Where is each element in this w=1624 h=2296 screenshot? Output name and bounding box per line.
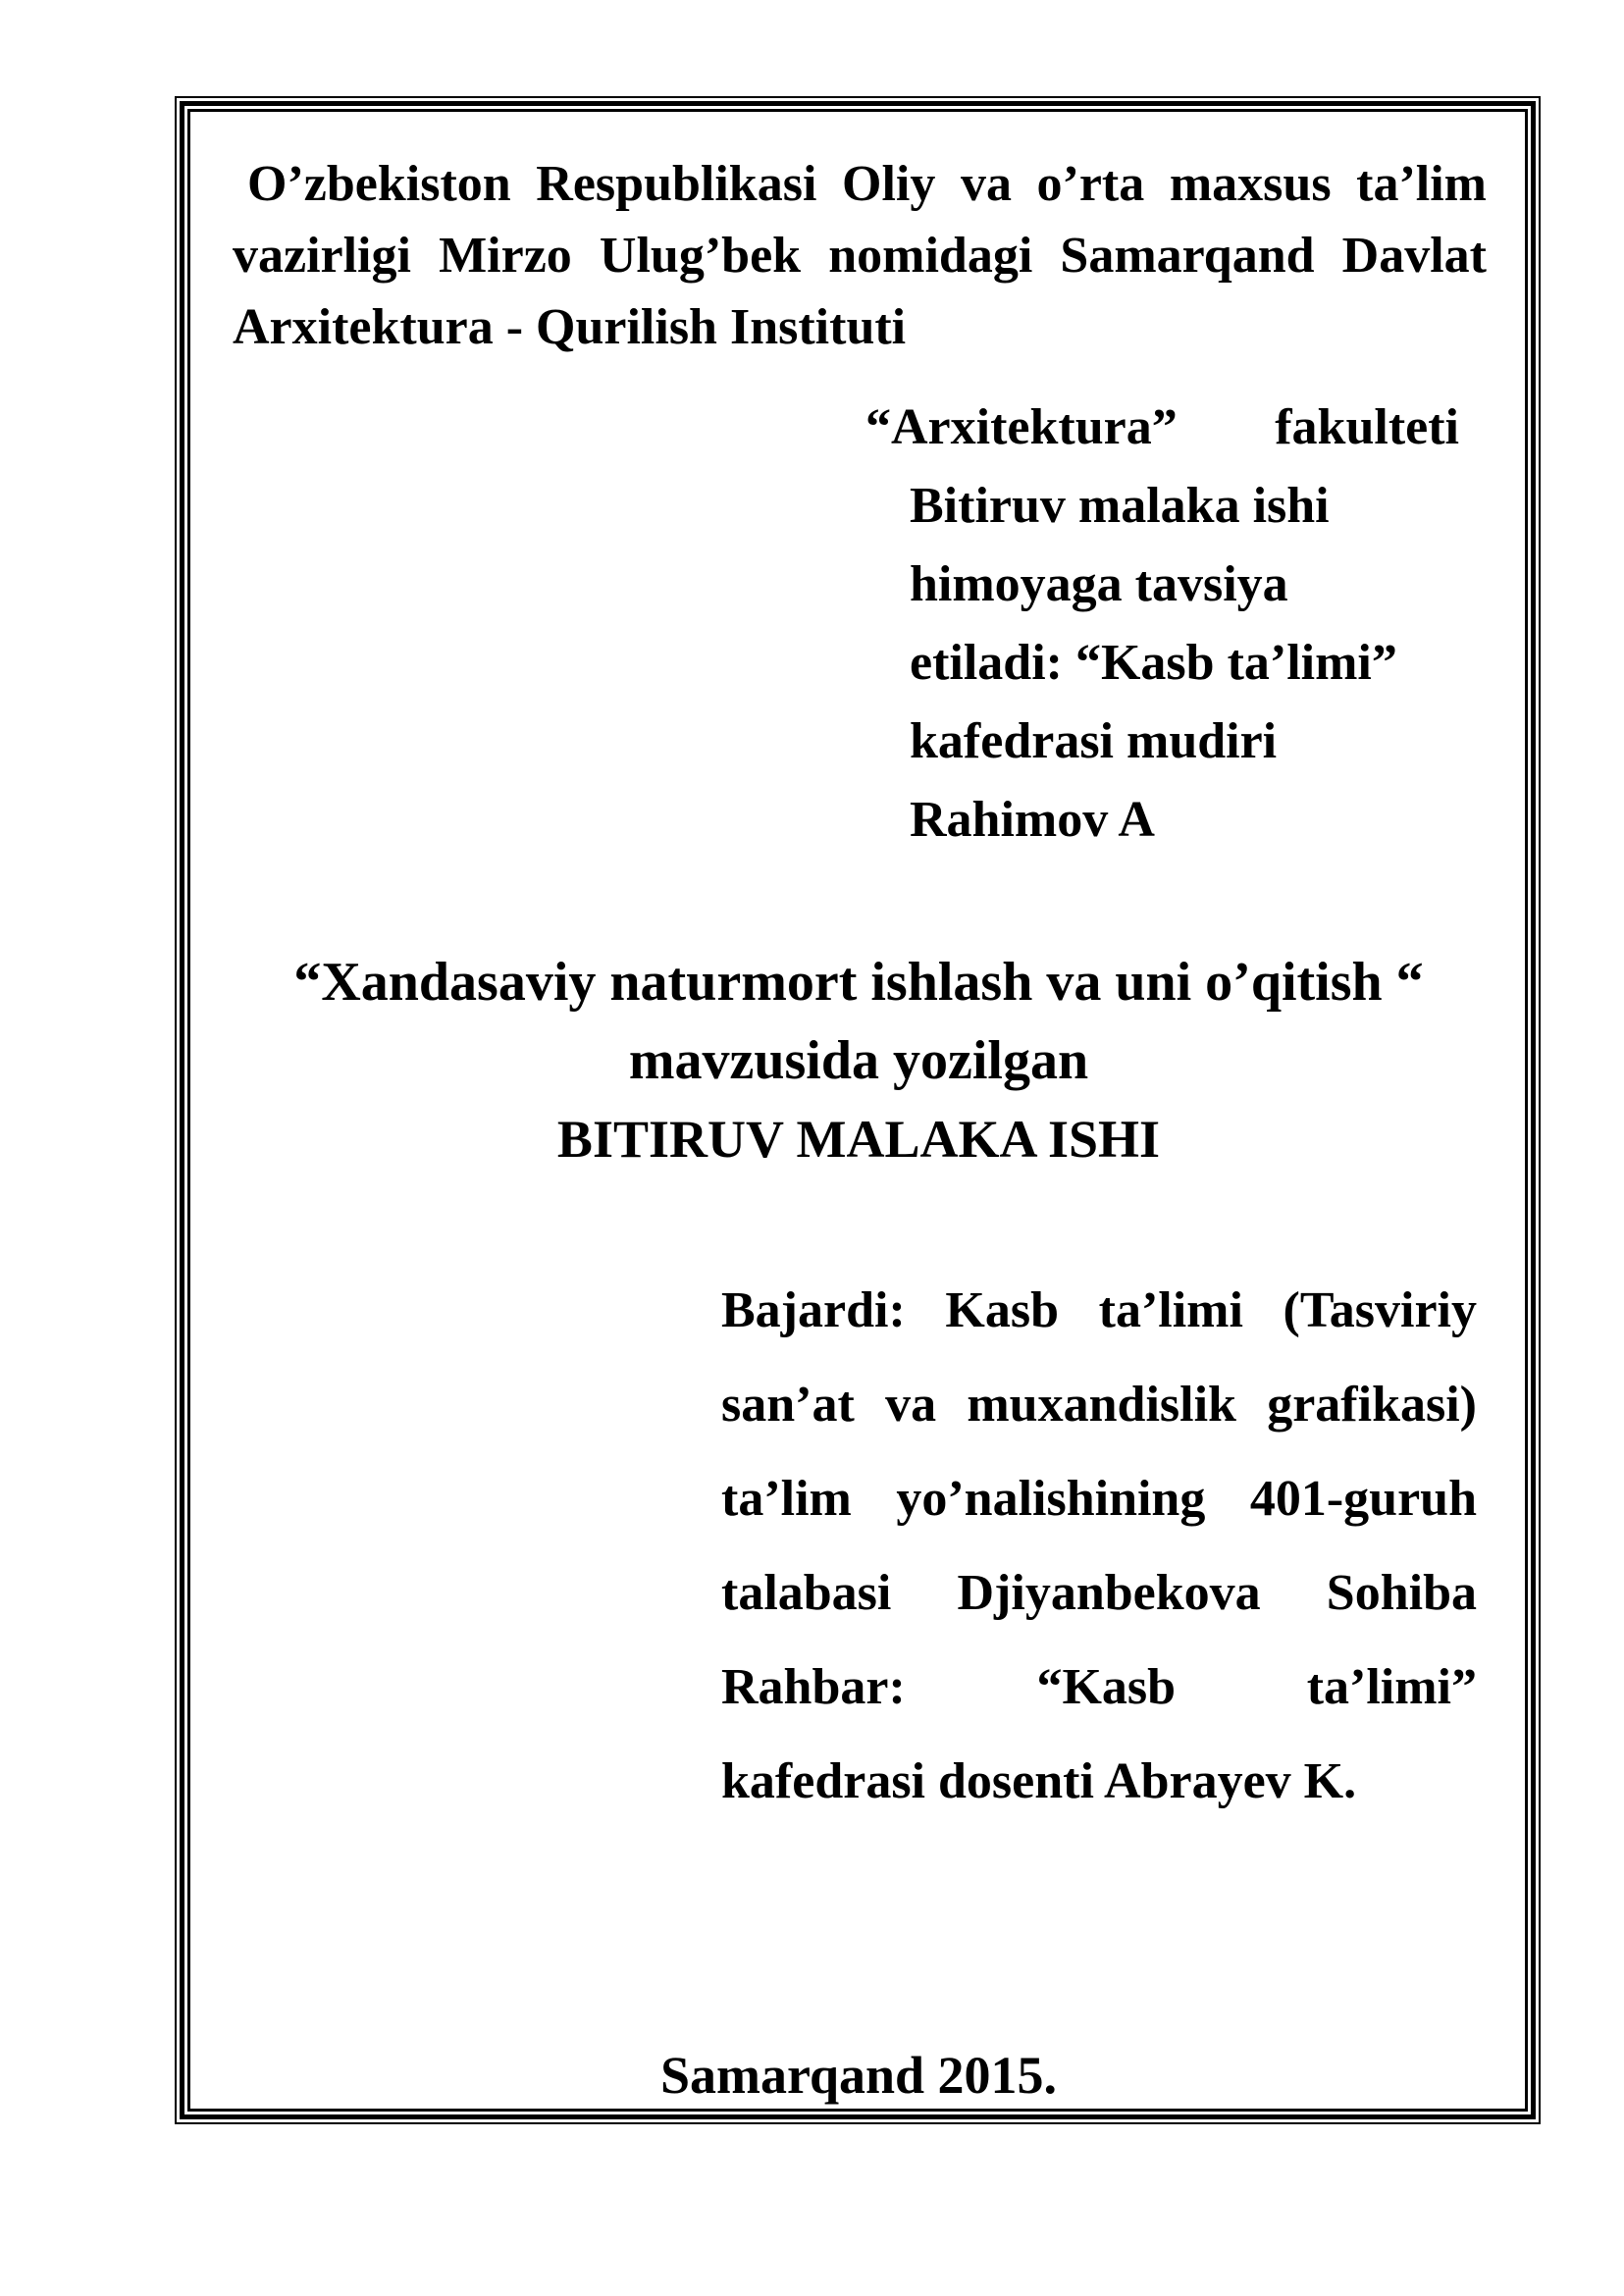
author-line: san’at va muxandislik grafikasi) (721, 1377, 1477, 1433)
approval-block (865, 389, 1459, 860)
approval-line: himoyaga tavsiya (910, 556, 1288, 612)
header-line: vazirligi Mirzo Ulug’bek nomidagi Samarqand Davlat (233, 228, 1487, 284)
thesis-subtitle-line: mavzusida yozilgan (628, 1030, 1089, 1091)
author-line: ta’lim yo’nalishining 401-guruh (721, 1471, 1477, 1527)
author-line: talabasi Djiyanbekova Sohiba (721, 1565, 1477, 1621)
thesis-title-block (193, 943, 1524, 1178)
ministry-header (233, 148, 1487, 363)
approval-line: Bitiruv malaka ishi (910, 478, 1330, 534)
author-line: kafedrasi dosenti Abrayev K. (721, 1753, 1357, 1809)
header-line: O’zbekiston Respublikasi Oliy va o’rta maxsus ta’lim (247, 156, 1487, 212)
thesis-topic-line: “Xandasaviy naturmort ishlash va uni o’qitish “ (293, 952, 1424, 1013)
thesis-type-line: BITIRUV MALAKA ISHI (556, 1110, 1161, 1169)
approval-line: etiladi: “Kasb ta’limi” (910, 635, 1397, 691)
approval-line: Rahimov A (910, 792, 1155, 848)
footer-city-year: Samarqand 2015. (659, 2046, 1058, 2105)
author-line: Bajardi: Kasb ta’limi (Tasviriy (721, 1282, 1477, 1338)
approval-line: kafedrasi mudiri (910, 713, 1278, 769)
approval-line: “Arxitektura” fakulteti (865, 399, 1459, 455)
author-line: Rahbar: “Kasb ta’limi” (721, 1659, 1477, 1715)
author-block (721, 1264, 1477, 1829)
header-line: Arxitektura - Qurilish Instituti (233, 299, 907, 355)
